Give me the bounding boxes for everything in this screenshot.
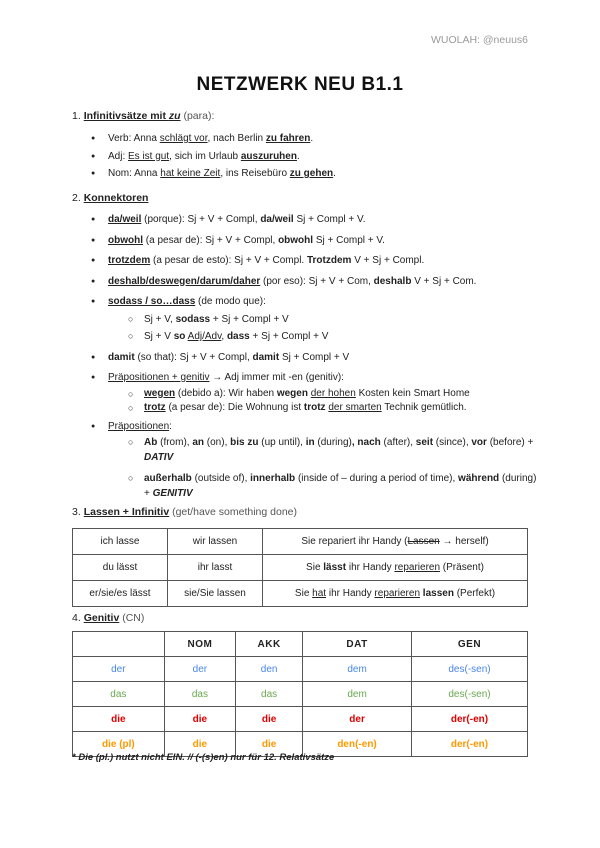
table-row bbox=[73, 529, 528, 555]
section-1-list bbox=[108, 130, 538, 183]
table-row bbox=[73, 581, 528, 607]
table-cell: der bbox=[164, 657, 235, 682]
list-item: ● Präpositionen + genitiv → Adj immer mit -en (genitiv): ○ wegen (debido a): Wir haben wegen der hohen Kosten kein Smart Home ○ trotz (a pesar de): Die Wohnung ist trotz der smarten Technik gemütlich. bbox=[108, 369, 538, 415]
list-item: ● damit (so that): Sj + V + Compl, damit Sj + Compl + V bbox=[108, 349, 538, 367]
table-cell: du lässt bbox=[73, 555, 168, 581]
list-item: ● deshalb/deswegen/darum/daher (por eso): Sj + V + Com, deshalb V + Sj + Com. bbox=[108, 273, 538, 291]
section-subtitle: (get/have something done) bbox=[172, 506, 298, 518]
sub-list-item: ○ Sj + V, sodass + Sj + Compl + V bbox=[120, 311, 538, 329]
section-title-text: Infinitivsätze mit bbox=[83, 110, 166, 122]
list-item: ● Adj: Es ist gut, sich im Urlaub auszuruhen. bbox=[108, 148, 538, 166]
table-cell: die bbox=[236, 732, 303, 757]
table-cell: Sie hat ihr Handy reparieren lassen (Perfekt) bbox=[263, 581, 528, 607]
watermark: WUOLAH: @neuus6 bbox=[430, 34, 528, 46]
table-cell: des(-sen) bbox=[411, 657, 527, 682]
lassen-table bbox=[72, 528, 528, 607]
table-header: DAT bbox=[303, 632, 412, 657]
sub-list-item: ○ außerhalb (outside of), innerhalb (inside of – during a period of time), während (during) + GENITIV bbox=[120, 471, 538, 501]
section-number: 3. bbox=[72, 506, 81, 518]
sub-list bbox=[120, 387, 538, 415]
table-cell: der(-en) bbox=[411, 707, 527, 732]
table-cell: das bbox=[164, 682, 235, 707]
table-row bbox=[73, 682, 528, 707]
table-cell: sie/Sie lassen bbox=[168, 581, 263, 607]
list-item: ● da/weil (porque): Sj + V + Compl, da/weil Sj + Compl + V. bbox=[108, 211, 538, 229]
footnote: * Die (pl.) nutzt nicht EIN. // (-(s)en) nur für 12. Relativsätze bbox=[72, 752, 335, 763]
section-title: Lassen + Infinitiv bbox=[83, 506, 170, 518]
table-header bbox=[73, 632, 165, 657]
sub-list bbox=[120, 435, 538, 501]
sub-list-item: ○ wegen (debido a): Wir haben wegen der hohen Kosten kein Smart Home bbox=[120, 387, 538, 401]
section-4-heading bbox=[72, 612, 144, 624]
section-3-heading bbox=[72, 506, 297, 518]
list-item: ● Nom: Anna hat keine Zeit, ins Reisebüro zu gehen. bbox=[108, 165, 538, 183]
list-item: ● Verb: Anna schlägt vor, nach Berlin zu fahren. bbox=[108, 130, 538, 148]
table-cell: das bbox=[236, 682, 303, 707]
section-2-list bbox=[108, 211, 538, 501]
table-header: NOM bbox=[164, 632, 235, 657]
table-cell: die bbox=[73, 707, 165, 732]
table-row bbox=[73, 555, 528, 581]
sub-list-item: ○ Sj + V so Adj/Adv, dass + Sj + Compl + V bbox=[120, 328, 538, 346]
table-cell: das bbox=[73, 682, 165, 707]
table-row bbox=[73, 707, 528, 732]
section-2-heading bbox=[72, 192, 148, 204]
table-cell: Sie repariert ihr Handy (Lassen → herself) bbox=[263, 529, 528, 555]
genitiv-table bbox=[72, 631, 528, 757]
section-number: 2. bbox=[72, 192, 81, 204]
section-title: Konnektoren bbox=[83, 192, 149, 204]
table-cell: ihr lasst bbox=[168, 555, 263, 581]
sub-list bbox=[120, 311, 538, 346]
table-cell: der bbox=[303, 707, 412, 732]
table-header: GEN bbox=[411, 632, 527, 657]
table-cell: er/sie/es lässt bbox=[73, 581, 168, 607]
sub-list-item: ○ Ab (from), an (on), bis zu (up until), in (during), nach (after), seit (since), vor (before) + DATIV bbox=[120, 435, 538, 465]
table-cell: die bbox=[164, 732, 235, 757]
table-header: AKK bbox=[236, 632, 303, 657]
page-title: NETZWERK NEU B1.1 bbox=[196, 74, 404, 95]
section-1-heading bbox=[72, 110, 214, 122]
section-title-zu: zu bbox=[168, 110, 181, 122]
table-cell: den(-en) bbox=[303, 732, 412, 757]
table-cell: ich lasse bbox=[73, 529, 168, 555]
table-cell: dem bbox=[303, 682, 412, 707]
list-item: ● obwohl (a pesar de): Sj + V + Compl, obwohl Sj + Compl + V. bbox=[108, 232, 538, 250]
table-row bbox=[73, 657, 528, 682]
table-cell: des(-sen) bbox=[411, 682, 527, 707]
table-cell: der(-en) bbox=[411, 732, 527, 757]
list-item: ● sodass / so…dass (de modo que): ○ Sj + V, sodass + Sj + Compl + V ○ Sj + V so Adj/Adv, dass + Sj + Compl + V bbox=[108, 293, 538, 346]
section-subtitle: (CN) bbox=[122, 612, 145, 624]
table-cell: die bbox=[164, 707, 235, 732]
sub-list-item: ○ trotz (a pesar de): Die Wohnung ist trotz der smarten Technik gemütlich. bbox=[120, 401, 538, 415]
section-title: Genitiv bbox=[83, 612, 120, 624]
table-cell: dem bbox=[303, 657, 412, 682]
section-title bbox=[84, 110, 181, 122]
section-number: 1. bbox=[72, 110, 81, 122]
table-cell: Sie lässt ihr Handy reparieren (Präsent) bbox=[263, 555, 528, 581]
section-number: 4. bbox=[72, 612, 81, 624]
table-cell: wir lassen bbox=[168, 529, 263, 555]
table-cell: der bbox=[73, 657, 165, 682]
list-item: ● trotzdem (a pesar de esto): Sj + V + Compl. Trotzdem V + Sj + Compl. bbox=[108, 252, 538, 270]
table-cell: die (pl) bbox=[73, 732, 165, 757]
list-item: ● Präpositionen: ○ Ab (from), an (on), bis zu (up until), in (during), nach (after), seit (since), vor (before) + DATIV ○ außerhalb (outside of), innerhalb (inside of – during a period of time), während (during) + GENITIV bbox=[108, 418, 538, 502]
section-subtitle: (para): bbox=[183, 110, 215, 122]
table-cell: die bbox=[236, 707, 303, 732]
table-cell: den bbox=[236, 657, 303, 682]
table-header-row bbox=[73, 632, 528, 657]
